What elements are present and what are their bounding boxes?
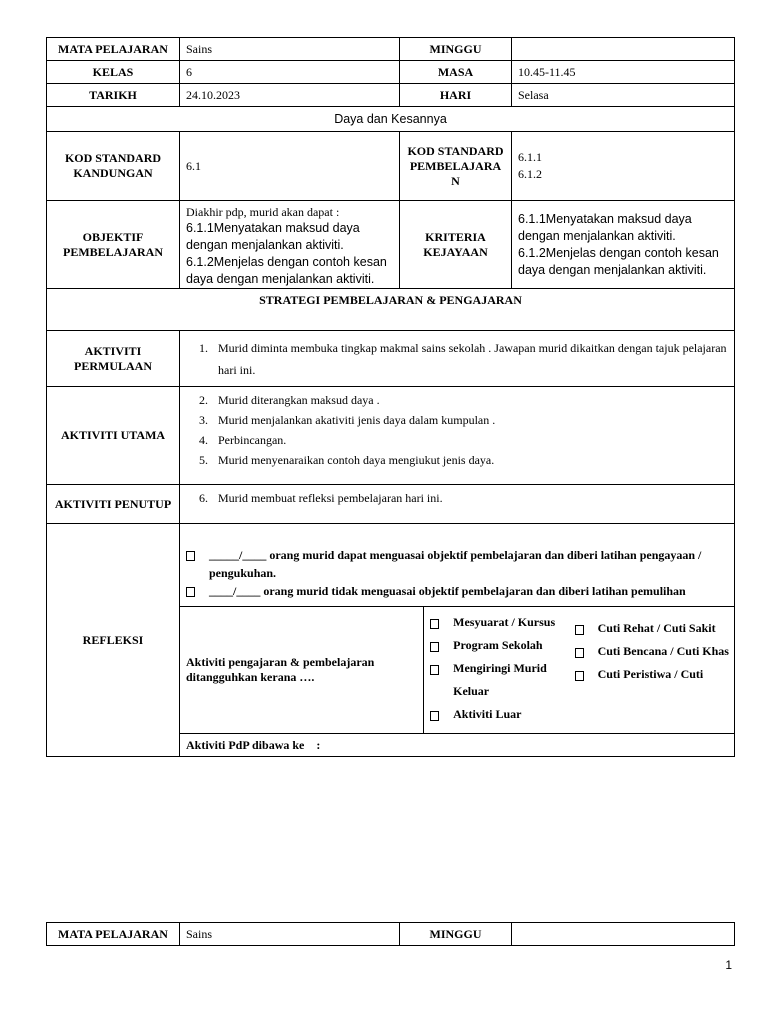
checkbox-icon[interactable] xyxy=(430,619,439,629)
day-value: Selasa xyxy=(512,84,735,107)
page-number: 1 xyxy=(725,958,732,972)
reflection-cell xyxy=(180,524,735,757)
week-value xyxy=(512,923,735,946)
checkbox-icon[interactable] xyxy=(575,671,584,681)
reason-option[interactable]: Cuti Bencana / Cuti Khas xyxy=(575,640,734,663)
topic-title: Daya dan Kesannya xyxy=(47,107,735,132)
row-main xyxy=(47,387,735,485)
subject-value: Sains xyxy=(180,923,400,946)
row-class xyxy=(47,61,735,84)
row-opening xyxy=(47,331,735,387)
row-date xyxy=(47,84,735,107)
reflection-label: REFLEKSI xyxy=(47,524,180,757)
list-item: 2. Murid diterangkan maksud daya . xyxy=(199,393,380,407)
reason-option[interactable]: Aktiviti Luar xyxy=(430,703,574,726)
closing-list xyxy=(186,491,728,506)
row-strategy xyxy=(47,289,735,331)
objective-2: 6.1.2Menjelas dengan contoh kesan daya dengan menjalankan aktiviti. xyxy=(186,255,387,286)
reflection-line-mastered: _____/____ orang murid dapat menguasai objektif pembelajaran dan diberi latihan pengayaan / pengukuhan. xyxy=(186,546,728,582)
reflection-line-not-mastered: ____/____ orang murid tidak menguasai objektif pembelajaran dan diberi latihan pemulihan xyxy=(186,582,728,600)
checkbox-icon[interactable] xyxy=(186,587,195,597)
next-page-table xyxy=(46,922,735,946)
week-value xyxy=(512,38,735,61)
criteria-2: 6.1.2Menjelas dengan contoh kesan daya dengan menjalankan aktiviti. xyxy=(518,245,719,277)
lesson-plan-table xyxy=(46,37,735,757)
lesson-plan xyxy=(46,37,734,757)
subject-label: MATA PELAJARAN xyxy=(47,923,180,946)
list-item: 1. Murid diminta membuka tingkap makmal sains sekolah . Jawapan murid dikaitkan dengan tajuk pelajaran hari ini. xyxy=(199,340,727,377)
subject-value: Sains xyxy=(180,38,400,61)
criteria-cell xyxy=(512,201,735,289)
content-standard-value: 6.1 xyxy=(180,132,400,201)
checkbox-icon[interactable] xyxy=(186,551,195,561)
subject-label: MATA PELAJARAN xyxy=(47,38,180,61)
row-subject xyxy=(47,923,735,946)
closing-cell xyxy=(180,485,735,524)
objectives-intro: Diakhir pdp, murid akan dapat : xyxy=(186,205,340,219)
criteria-1: 6.1.1Menyatakan maksud daya dengan menjalankan aktiviti. xyxy=(518,211,692,243)
learning-standard-1: 6.1.1 xyxy=(518,150,542,164)
learning-standard-2: 6.1.2 xyxy=(518,167,542,181)
class-label: KELAS xyxy=(47,61,180,84)
date-label: TARIKH xyxy=(47,84,180,107)
row-objectives xyxy=(47,201,735,289)
class-value: 6 xyxy=(180,61,400,84)
opening-label: AKTIVITI PERMULAAN xyxy=(47,331,180,387)
content-standard-label: KOD STANDARD KANDUNGAN xyxy=(47,132,180,201)
main-list xyxy=(186,390,728,470)
criteria-label: KRITERIA KEJAYAAN xyxy=(400,201,512,289)
list-item: 4. Perbincangan. xyxy=(199,433,287,447)
objective-1: 6.1.1Menyatakan maksud daya dengan menjalankan aktiviti. xyxy=(186,221,360,252)
learning-standard-values xyxy=(512,132,735,201)
main-label: AKTIVITI UTAMA xyxy=(47,387,180,485)
reason-option[interactable]: Program Sekolah xyxy=(430,634,574,657)
reason-option[interactable]: Cuti Rehat / Cuti Sakit xyxy=(575,617,734,640)
strategy-title: STRATEGI PEMBELAJARAN & PENGAJARAN xyxy=(47,289,735,331)
objectives-label: OBJEKTIF PEMBELAJARAN xyxy=(47,201,180,289)
checkbox-icon[interactable] xyxy=(430,711,439,721)
checkbox-icon[interactable] xyxy=(430,665,439,675)
checkbox-icon[interactable] xyxy=(575,625,584,635)
reasons-left xyxy=(424,607,574,733)
date-value: 24.10.2023 xyxy=(180,84,400,107)
checkbox-icon[interactable] xyxy=(575,648,584,658)
time-label: MASA xyxy=(400,61,512,84)
reasons-right xyxy=(575,607,734,733)
opening-list xyxy=(186,337,728,381)
postponed-label: Aktiviti pengajaran & pembelajaran ditangguhkan kerana …. xyxy=(180,607,424,733)
list-item: 6. Murid membuat refleksi pembelajaran hari ini. xyxy=(199,491,443,505)
postponed-section xyxy=(180,607,734,734)
list-item: 5. Murid menyenaraikan contoh daya mengiukut jenis daya. xyxy=(199,453,495,467)
day-label: HARI xyxy=(400,84,512,107)
opening-cell xyxy=(180,331,735,387)
learning-standard-label: KOD STANDARD PEMBELAJARA N xyxy=(400,132,512,201)
row-reflection xyxy=(47,524,735,757)
objectives-cell xyxy=(180,201,400,289)
reason-option[interactable]: Mengiringi Murid Keluar xyxy=(430,657,574,703)
main-cell xyxy=(180,387,735,485)
reason-option[interactable]: Mesyuarat / Kursus xyxy=(430,611,574,634)
closing-label: AKTIVITI PENUTUP xyxy=(47,485,180,524)
row-closing xyxy=(47,485,735,524)
week-label: MINGGU xyxy=(400,923,512,946)
carried-forward: Aktiviti PdP dibawa ke : xyxy=(186,738,321,752)
row-subject xyxy=(47,38,735,61)
row-standards xyxy=(47,132,735,201)
checkbox-icon[interactable] xyxy=(430,642,439,652)
next-page-header xyxy=(46,922,734,946)
week-label: MINGGU xyxy=(400,38,512,61)
row-topic xyxy=(47,107,735,132)
list-item: 3. Murid menjalankan akativiti jenis daya dalam kumpulan . xyxy=(199,413,496,427)
time-value: 10.45-11.45 xyxy=(512,61,735,84)
reason-option[interactable]: Cuti Peristiwa / Cuti xyxy=(575,663,734,686)
